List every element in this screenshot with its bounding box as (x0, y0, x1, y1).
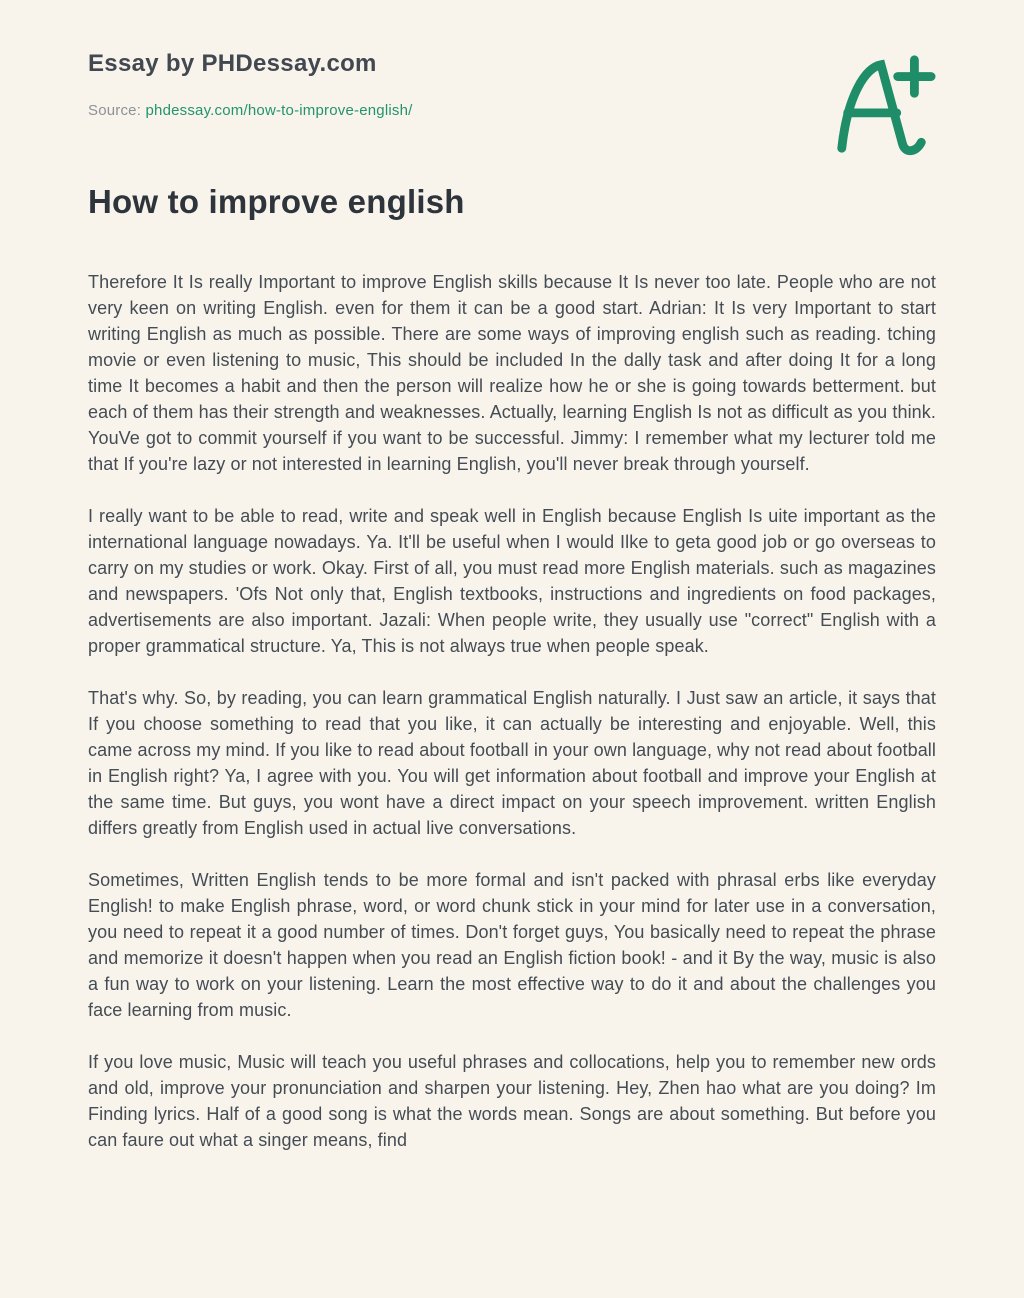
paragraph: Therefore It Is really Important to improve English skills because It Is never too late. People who are not very keen on writing English. even for them it can be a good start. Adrian: It Is very Important to start writing English as much as possible. There are some ways of improving english such as reading. tching movie or even listening to music, This should be included In the dally task and after doing It for a long time It becomes a habit and then the person will realize how he or she is going towards betterment. but each of them has their strength and weaknesses. Actually, learning English Is not as difficult as you think. YouVe got to commit yourself if you want to be successful. Jimmy: I remember what my lecturer told me that If you're lazy or not interested in learning English, you'll never break through yourself. (88, 272, 936, 474)
page-title: How to improve english (88, 183, 465, 220)
paragraph: If you love music, Music will teach you useful phrases and collocations, help you to remember new ords and old, improve your pronunciation and sharpen your listening. Hey, Zhen hao what are you doing? Im Finding lyrics. Half of a good song is what the words mean. Songs are about something. But before you can faure out what a singer means, find (88, 1052, 936, 1150)
source-link[interactable]: phdessay.com/how-to-improve-english/ (145, 102, 413, 119)
essay-byline: Essay by PHDessay.com (88, 50, 377, 77)
paragraph: Sometimes, Written English tends to be more formal and isn't packed with phrasal erbs like everyday English! to make English phrase, word, or word chunk stick in your mind for later use in a conversation, you need to repeat it a good number of times. Don't forget guys, You basically need to repeat the phrase and memorize it doesn't happen when you read an English fiction book! - and it By the way, music is also a fun way to work on your listening. Learn the most effective way to do it and about the challenges you face learning from music. (88, 870, 936, 1020)
a-plus-logo-icon (828, 50, 936, 162)
source-line (88, 102, 936, 119)
paragraph: I really want to be able to read, write and speak well in English because English Is uite important as the international language nowadays. Ya. It'll be useful when I would Ilke to geta good job or go overseas to carry on my studies or work. Okay. First of all, you must read more English materials. such as magazines and newspapers. 'Ofs Not only that, English textbooks, instructions and ingredients on food packages, advertisements are also important. Jazali: When people write, they usually use "correct" English with a proper grammatical structure. Ya, This is not always true when people speak. (88, 506, 936, 656)
paragraph: That's why. So, by reading, you can learn grammatical English naturally. I Just saw an article, it says that If you choose something to read that you like, it can actually be interesting and enjoyable. Well, this came across my mind. If you like to read about football in your own language, why not read about football in English right? Ya, I agree with you. You will get information about football and improve your English at the same time. But guys, you wont have a direct impact on your speech improvement. written English differs greatly from English used in actual live conversations. (88, 688, 936, 838)
article-body (88, 269, 936, 1153)
source-label: Source: (88, 102, 142, 119)
